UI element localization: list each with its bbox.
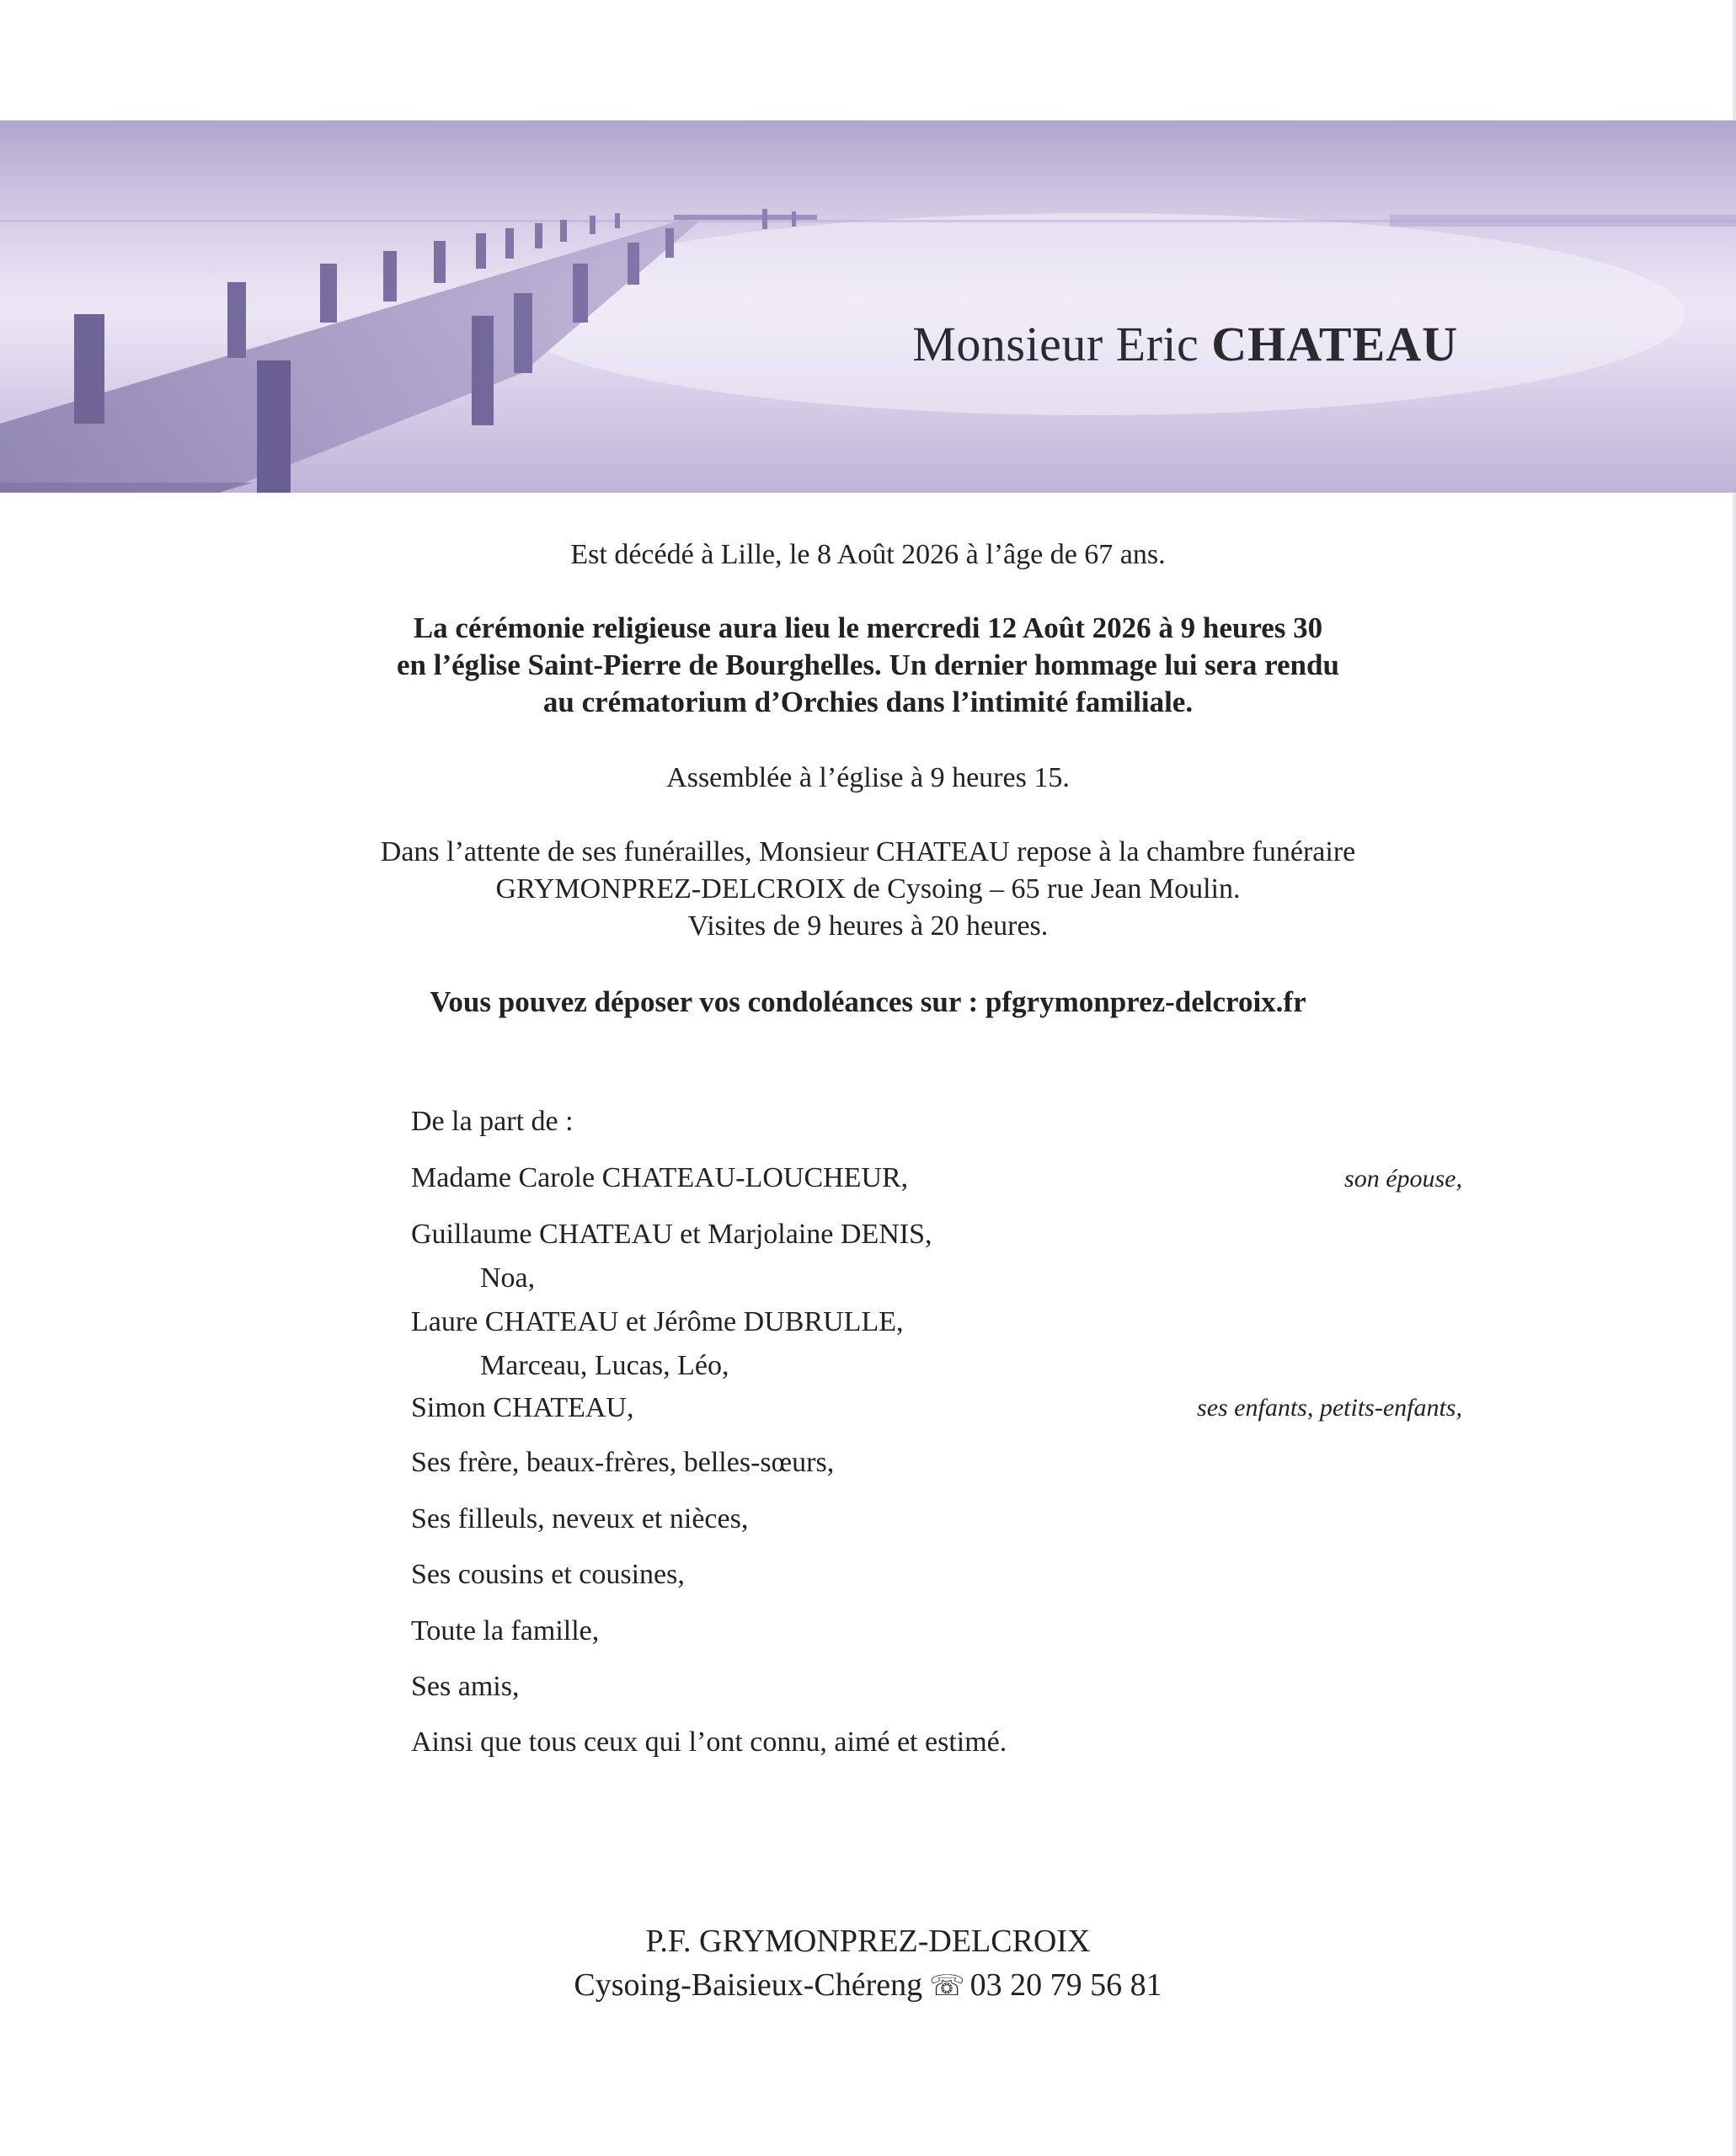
family-grandchild-2: Marceau, Lucas, Léo, [480,1350,729,1381]
jetty-illustration [0,120,1736,493]
header-banner [0,120,1736,493]
family-grandchild-1: Noa, [480,1262,536,1294]
title-surname: CHATEAU [1211,317,1458,371]
assembly-info: Assemblée à l’église à 9 heures 15. [666,762,1070,793]
rest-line-1: Dans l’attente de ses funérailles, Monsieur CHATEAU repose à la chambre funéraire [380,836,1356,867]
family-child-3: Simon CHATEAU, [411,1392,634,1423]
ceremony-line-3: au crématorium d’Orchies dans l’intimité familiale. [542,686,1194,718]
death-announcement: Est décédé à Lille, le 8 Août 2026 à l’âge de 67 ans. [570,539,1166,570]
ceremony-line-1: La cérémonie religieuse aura lieu le mercredi 12 Août 2026 à 9 heures 30 [413,611,1323,644]
children-relation: ses enfants, petits-enfants, [1197,1394,1462,1422]
family-intro: De la part de : [411,1106,574,1137]
family-closing: Ainsi que tous ceux qui l’ont connu, aimé et estimé. [411,1726,1007,1758]
family-friends: Ses amis, [411,1671,520,1702]
page-title [912,316,1458,372]
telephone-icon: ☏ [929,1971,965,2002]
title-prefix: Monsieur Eric [912,317,1199,371]
ceremony-line-2: en l’église Saint-Pierre de Bourghelles. Un dernier hommage lui sera rendu [397,648,1339,681]
family-all: Toute la famille, [411,1615,600,1646]
spouse-relation: son épouse, [1344,1165,1462,1193]
funeral-home-contact [0,1969,1736,2001]
funeral-home-towns: Cysoing-Baisieux-Chéreng [574,1967,923,2003]
funeral-home-name: P.F. GRYMONPREZ-DELCROIX [645,1924,1091,1959]
family-cousins: Ses cousins et cousines, [411,1559,685,1590]
family-child-2: Laure CHATEAU et Jérôme DUBRULLE, [411,1306,904,1337]
condolences-line: Vous pouvez déposer vos condoléances sur : pfgrymonprez-delcroix.fr [430,985,1306,1018]
family-godchildren: Ses filleuls, neveux et nièces, [411,1503,749,1534]
rest-line-2: GRYMONPREZ-DELCROIX de Cysoing – 65 rue Jean Moulin. [495,873,1241,905]
rest-line-3: Visites de 9 heures à 20 heures. [687,910,1049,942]
family-siblings: Ses frère, beaux-frères, belles-sœurs, [411,1447,835,1478]
funeral-home-phone: 03 20 79 56 81 [969,1967,1162,2003]
family-child-1: Guillaume CHATEAU et Marjolaine DENIS, [411,1219,932,1250]
family-spouse: Madame Carole CHATEAU-LOUCHEUR, [411,1162,909,1193]
